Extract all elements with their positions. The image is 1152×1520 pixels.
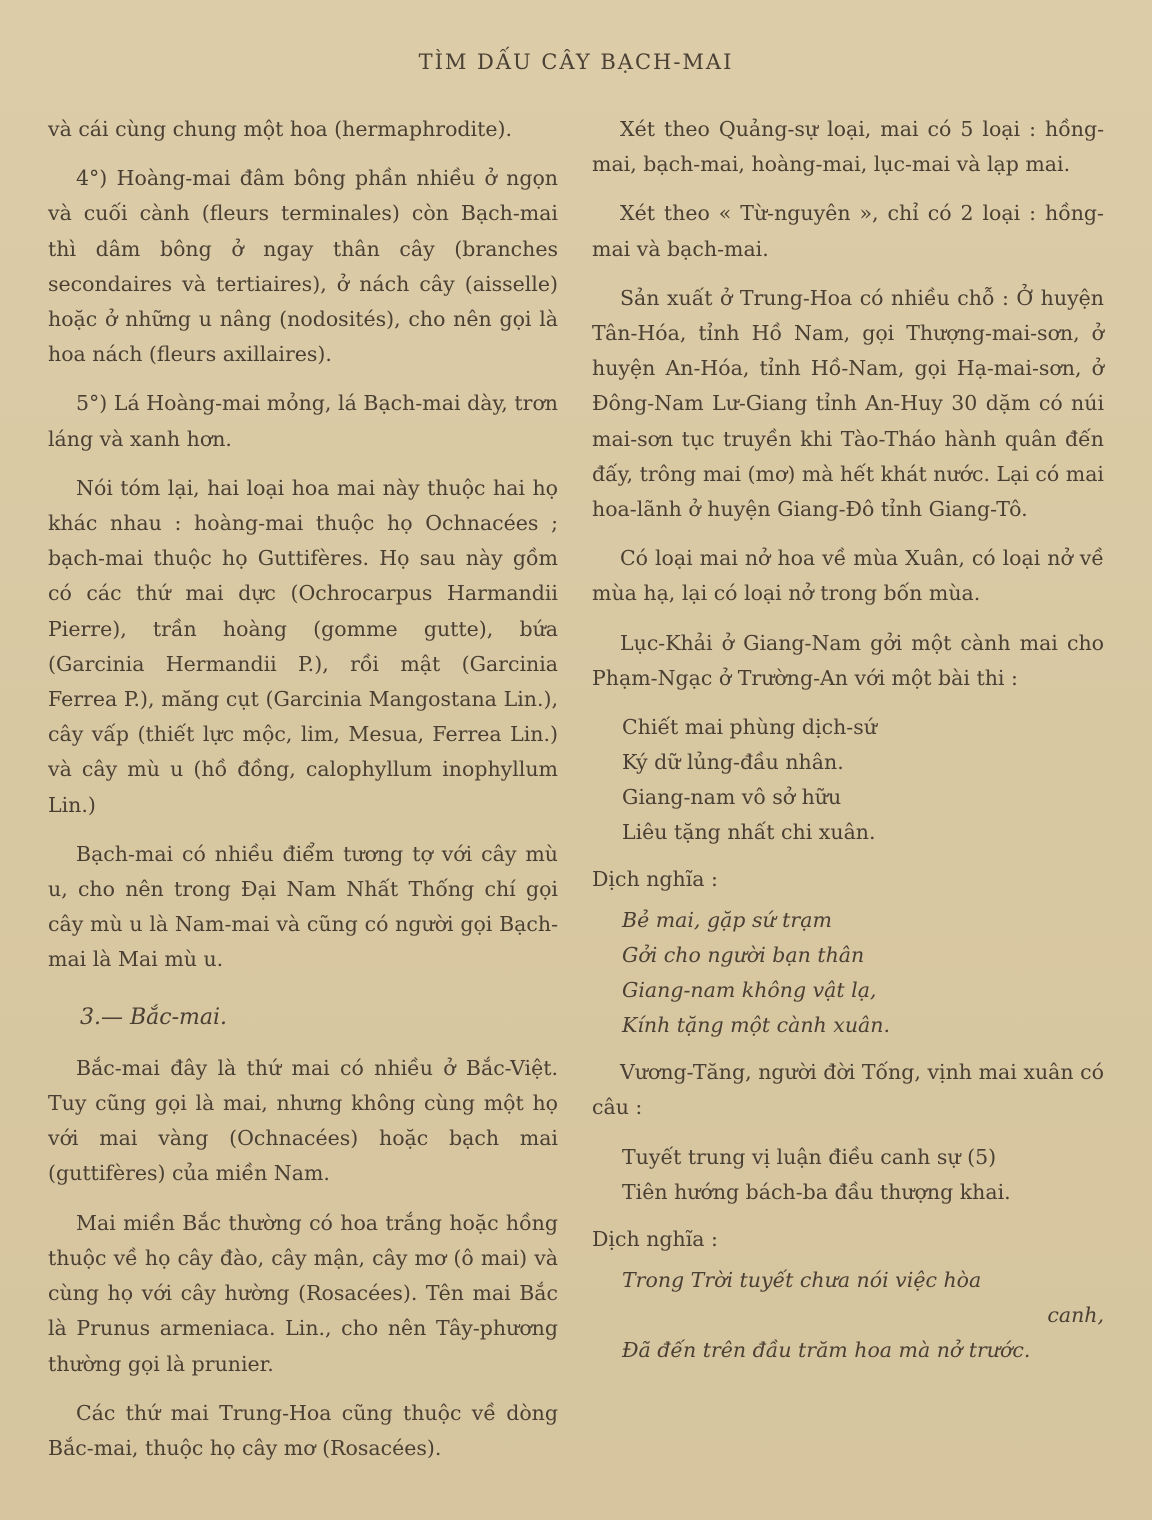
- translation-label: Dịch nghĩa :: [592, 867, 718, 892]
- paragraph: 5°) Lá Hoàng-mai mỏng, lá Bạch-mai dày, trơn láng và xanh hơn.: [48, 391, 558, 451]
- poem-line: Chiết mai phùng dịch-sứ: [622, 715, 877, 740]
- poem-line: Ký dữ lủng-đầu nhân.: [622, 750, 844, 775]
- paragraph: Xét theo « Từ-nguyên », chỉ có 2 loại : hồng-mai và bạch-mai.: [592, 201, 1104, 261]
- paragraph: và cái cùng chung một hoa (hermaphrodite).: [48, 117, 512, 141]
- paragraph: Bắc-mai đây là thứ mai có nhiều ở Bắc-Việt. Tuy cũng gọi là mai, nhưng không cùng một họ với mai vàng (Ochnacées) hoặc bạch mai (guttifères) của miền Nam.: [48, 1055, 558, 1186]
- poem-translation: [592, 1263, 1104, 1368]
- poem-line: Kính tặng một cành xuân.: [622, 1013, 890, 1038]
- poem-line: Trong Trời tuyết chưa nói việc hòa: [622, 1267, 982, 1292]
- poem-line: Tuyết trung vị luận điều canh sự (5): [622, 1144, 997, 1169]
- poem-line: Tiên hướng bách-ba đầu thượng khai.: [622, 1179, 1011, 1204]
- running-header: TÌM DẤU CÂY BẠCH-MAI: [418, 50, 734, 74]
- poem-original: [592, 710, 1104, 850]
- poem-line: Đã đến trên đầu trăm hoa mà nở trước.: [622, 1337, 1031, 1362]
- paragraph: Vương-Tăng, người đời Tống, vịnh mai xuân có câu :: [592, 1060, 1104, 1120]
- poem-line: Giang-nam vô sở hữu: [622, 785, 842, 810]
- paragraph: Bạch-mai có nhiều điểm tương tợ với cây mù u, cho nên trong Đại Nam Nhất Thống chí gọi cây mù u là Nam-mai và cũng có người gọi Bạch-mai là Mai mù u.: [48, 841, 558, 972]
- poem-translation: [592, 903, 1104, 1043]
- right-column: [592, 112, 1104, 1368]
- poem-original: [592, 1140, 1104, 1210]
- poem-line: Bẻ mai, gặp sứ trạm: [622, 908, 832, 933]
- paragraph: Sản xuất ở Trung-Hoa có nhiều chỗ : Ở huyện Tân-Hóa, tỉnh Hồ Nam, gọi Thượng-mai-sơn, ở huyện An-Hóa, tỉnh Hồ-Nam, gọi Hạ-mai-sơn, ở Đông-Nam Lư-Giang tỉnh An-Huy 30 dặm có núi mai-sơn tục truyền khi Tào-Tháo hành quân đến đấy, trông mai (mơ) mà hết khát nước. Lại có mai hoa-lãnh ở huyện Giang-Đô tỉnh Giang-Tô.: [592, 285, 1104, 522]
- translation-label: Dịch nghĩa :: [592, 1226, 718, 1251]
- paragraph: Mai miền Bắc thường có hoa trắng hoặc hồng thuộc về họ cây đào, cây mận, cây mơ (ô mai) và cùng họ với cây hường (Rosacées). Tên mai Bắc là Prunus armeniaca. Lin., cho nên Tây-phương thường gọi là prunier.: [48, 1210, 558, 1376]
- paragraph: Nói tóm lại, hai loại hoa mai này thuộc hai họ khác nhau : hoàng-mai thuộc họ Ochnacées ; bạch-mai thuộc họ Guttifères. Họ sau này gồm có các thứ mai dực (Ochrocarpus Harmandii Pierre), trần hoàng (gomme gutte), bứa (Garcinia Hermandii P.), rồi mật (Garcinia Ferrea P.), măng cụt (Garcinia Mangostana Lin.), cây vấp (thiết lực mộc, lim, Mesua, Ferrea Lin.) và cây mù u (hồ đồng, calophyllum inophyllum Lin.): [48, 475, 558, 817]
- poem-line-continuation: canh,: [1047, 1302, 1104, 1327]
- paragraph: Lục-Khải ở Giang-Nam gởi một cành mai cho Phạm-Ngạc ở Trường-An với một bài thi :: [592, 630, 1104, 690]
- section-heading: 3.— Bắc-mai.: [80, 1004, 228, 1030]
- paragraph: Có loại mai nở hoa về mùa Xuân, có loại nở về mùa hạ, lại có loại nở trong bốn mùa.: [592, 546, 1104, 606]
- left-column: [48, 112, 558, 1480]
- poem-line: Gởi cho người bạn thân: [622, 943, 865, 968]
- paragraph: Các thứ mai Trung-Hoa cũng thuộc về dòng Bắc-mai, thuộc họ cây mơ (Rosacées).: [48, 1400, 558, 1460]
- poem-line: Liêu tặng nhất chi xuân.: [622, 820, 876, 845]
- poem-line: Giang-nam không vật lạ,: [622, 978, 877, 1003]
- paragraph: 4°) Hoàng-mai đâm bông phần nhiều ở ngọn và cuối cành (fleurs terminales) còn Bạch-mai thì dâm bông ở ngay thân cây (branches secondaires và tertiaires), ở nách cây (aisselle) hoặc ở những u nâng (nodosités), cho nên gọi là hoa nách (fleurs axillaires).: [48, 166, 558, 367]
- paragraph: Xét theo Quảng-sự loại, mai có 5 loại : hồng-mai, bạch-mai, hoàng-mai, lục-mai và lạp mai.: [592, 117, 1104, 177]
